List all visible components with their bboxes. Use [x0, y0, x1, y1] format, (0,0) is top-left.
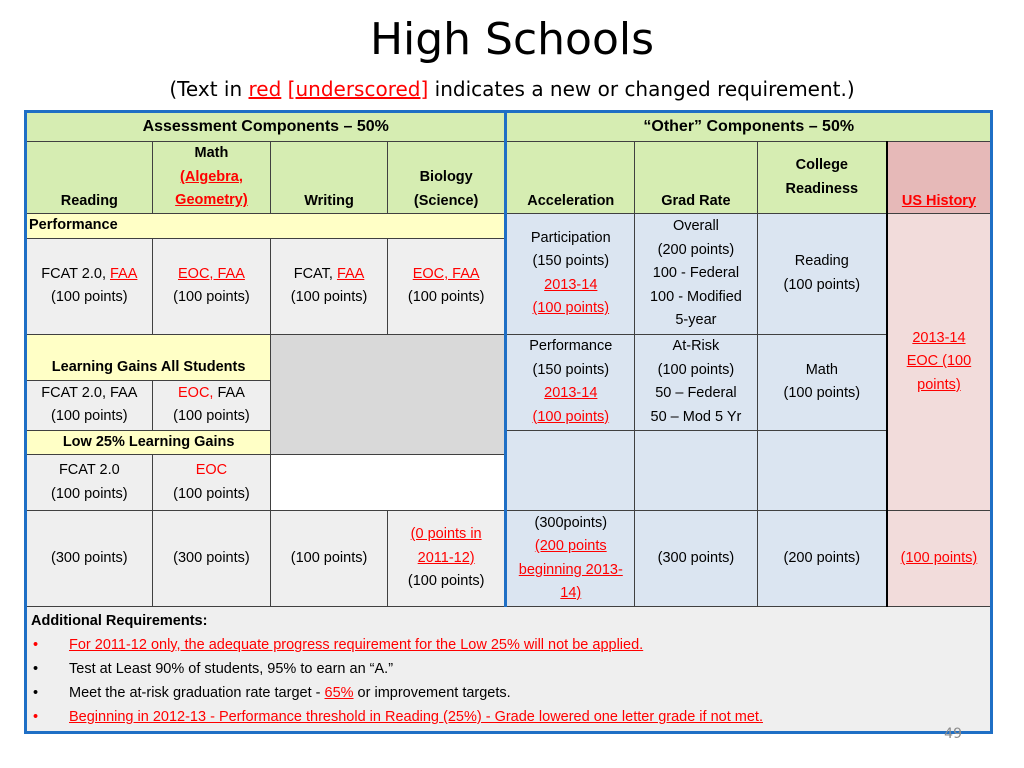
overall-modified: 100 - Modified	[649, 288, 742, 305]
at-risk-mod: 50 – Mod 5 Yr	[650, 408, 742, 425]
requirement-item-1-text: For 2011-12 only, the adequate progress requirement for the Low 25% will not be applied.	[69, 637, 644, 653]
requirement-item-3-a: Meet the at-risk graduation rate target -	[69, 685, 325, 701]
assessment-components-header: Assessment Components – 50%	[26, 112, 506, 142]
low25-label: Low 25% Learning Gains	[26, 430, 271, 455]
column-us-history	[887, 142, 992, 214]
learning-gains-label: Learning Gains All Students	[26, 334, 271, 380]
other-components-header: “Other” Components – 50%	[506, 112, 992, 142]
additional-requirements-title: Additional Requirements:	[31, 613, 208, 629]
us-history-header-text: US History	[901, 192, 977, 209]
college-reading-cell	[757, 214, 887, 335]
total-history-cell	[887, 511, 992, 607]
acceleration-performance-cell	[506, 334, 635, 430]
us-history-cell	[887, 214, 992, 511]
total-acceleration-new-3: 14)	[560, 585, 582, 601]
gains-reading-points: (100 points)	[51, 408, 128, 424]
biology-header-line1: Biology	[419, 169, 473, 185]
subtitle-underscored: [underscored]	[287, 77, 429, 101]
low25-reading-points: (100 points)	[51, 485, 128, 502]
gains-reading-cell	[26, 380, 153, 430]
total-math-cell: (300 points)	[152, 511, 271, 607]
bullet-dot-3: •	[33, 685, 39, 701]
gains-math-a: EOC,	[178, 384, 214, 401]
performance-writing-points: (100 points)	[290, 289, 368, 305]
subtitle-suffix: indicates a new or changed requirement.)	[428, 77, 855, 101]
performance-math-cell	[152, 238, 271, 334]
low25-math-cell	[152, 455, 271, 511]
participation-new-points: (100 points)	[532, 300, 610, 317]
at-risk-text: At-Risk	[672, 338, 720, 354]
overall-five-year: 5-year	[675, 312, 717, 328]
requirement-item-4-text: Beginning in 2012-13 - Performance threshold in Reading (25%) - Grade lowered one letter grade if not met.	[69, 709, 763, 725]
total-acceleration-cell	[506, 511, 635, 607]
total-grad-rate-cell: (300 points)	[635, 511, 758, 607]
performance-math-points: (100 points)	[173, 289, 250, 305]
performance-reading-b: FAA	[110, 265, 138, 282]
performance-writing-a: FCAT,	[293, 265, 337, 282]
performance-writing-b: FAA	[336, 265, 365, 282]
biology-header-line2: (Science)	[413, 192, 479, 209]
accel-performance-new-points: (100 points)	[532, 408, 610, 425]
performance-writing-cell	[271, 238, 388, 334]
grad-rate-overall-cell	[635, 214, 758, 335]
total-college-cell: (200 points)	[757, 511, 887, 607]
performance-math-a: EOC, FAA	[178, 265, 245, 282]
total-acceleration-points: (300points)	[534, 514, 608, 531]
gains-math-b: FAA	[213, 384, 245, 401]
college-math-points: (100 points)	[783, 385, 861, 401]
overall-points: (200 points)	[657, 241, 735, 258]
participation-year: 2013-14	[544, 276, 598, 293]
performance-reading-points: (100 points)	[51, 289, 128, 305]
total-acceleration-new-1: (200 points	[534, 538, 607, 554]
performance-reading-cell	[26, 238, 153, 334]
total-history-points: (100 points)	[900, 549, 978, 566]
subtitle-red-word: red	[248, 77, 282, 101]
low25-math-points: (100 points)	[173, 485, 250, 502]
subtitle-prefix: (Text in	[169, 77, 249, 101]
math-header-line3: Geometry)	[175, 192, 248, 209]
column-reading: Reading	[26, 142, 153, 214]
total-reading-cell: (300 points)	[26, 511, 153, 607]
overall-text: Overall	[672, 218, 719, 234]
grad-rate-empty-cell	[635, 430, 758, 511]
total-biology-points: (100 points)	[407, 573, 485, 590]
bullet-dot-4: •	[33, 709, 39, 725]
slide-title: High Schools	[369, 14, 655, 65]
additional-requirements	[26, 607, 992, 733]
overall-federal: 100 - Federal	[652, 265, 740, 281]
accel-performance-points: (150 points)	[532, 361, 610, 378]
low25-reading-cell	[26, 455, 153, 511]
grey-empty-block	[271, 334, 506, 455]
column-college-readiness	[757, 142, 887, 214]
grad-rate-at-risk-cell	[635, 334, 758, 430]
total-biology-cell	[387, 511, 506, 607]
column-grad-rate: Grad Rate	[635, 142, 758, 214]
college-header-line1: College	[795, 157, 848, 173]
column-biology	[387, 142, 506, 214]
page-number: 49	[944, 726, 962, 742]
requirement-item-2	[31, 657, 986, 681]
total-biology-new-1: (0 points in	[410, 526, 482, 543]
at-risk-federal: 50 – Federal	[655, 385, 737, 401]
performance-biology-cell	[387, 238, 506, 334]
performance-reading-a: FCAT 2.0,	[41, 265, 110, 282]
low25-math-text: EOC	[195, 462, 228, 478]
college-empty-cell	[757, 430, 887, 511]
bullet-dot-2: •	[33, 661, 39, 677]
college-header-line2: Readiness	[785, 180, 859, 197]
requirement-item-3-c: or improvement targets.	[353, 685, 511, 701]
bullet-dot-1: •	[33, 637, 39, 653]
history-points: points)	[917, 376, 961, 393]
history-year: 2013-14	[912, 329, 966, 346]
accel-performance-year: 2013-14	[544, 385, 598, 401]
at-risk-points: (100 points)	[657, 361, 735, 378]
participation-text: Participation	[530, 229, 611, 246]
performance-biology-a: EOC, FAA	[412, 265, 480, 282]
college-math-cell	[757, 334, 887, 430]
accel-performance-text: Performance	[529, 338, 613, 354]
total-acceleration-new-2: beginning 2013-	[518, 561, 623, 578]
column-acceleration: Acceleration	[506, 142, 635, 214]
total-writing-cell: (100 points)	[271, 511, 388, 607]
column-writing: Writing	[271, 142, 388, 214]
requirement-item-1	[31, 633, 986, 657]
college-reading-points: (100 points)	[783, 276, 861, 293]
gains-math-points: (100 points)	[173, 408, 250, 424]
slide-subtitle	[0, 76, 1024, 102]
low25-reading-text: FCAT 2.0	[58, 462, 120, 478]
requirements-table	[24, 110, 993, 734]
total-biology-new-2: 2011-12)	[417, 549, 475, 566]
college-math-text: Math	[805, 361, 838, 378]
acceleration-participation-cell	[506, 214, 635, 335]
participation-points: (150 points)	[532, 253, 610, 270]
college-reading-text: Reading	[794, 253, 849, 270]
gains-reading-text: FCAT 2.0, FAA	[41, 384, 138, 401]
acceleration-empty-cell	[506, 430, 635, 511]
column-math	[152, 142, 271, 214]
history-eoc: EOC (100	[906, 353, 972, 370]
gains-math-cell	[152, 380, 271, 430]
math-header-line1: Math	[194, 145, 229, 162]
math-header-line2: (Algebra,	[180, 168, 243, 185]
performance-biology-points: (100 points)	[407, 289, 485, 305]
performance-label: Performance	[26, 214, 506, 239]
requirement-item-4	[31, 705, 986, 729]
requirement-item-3-b: 65%	[324, 685, 354, 701]
requirement-item-3	[31, 681, 986, 705]
requirement-item-2-text: Test at Least 90% of students, 95% to earn an “A.”	[69, 661, 394, 677]
